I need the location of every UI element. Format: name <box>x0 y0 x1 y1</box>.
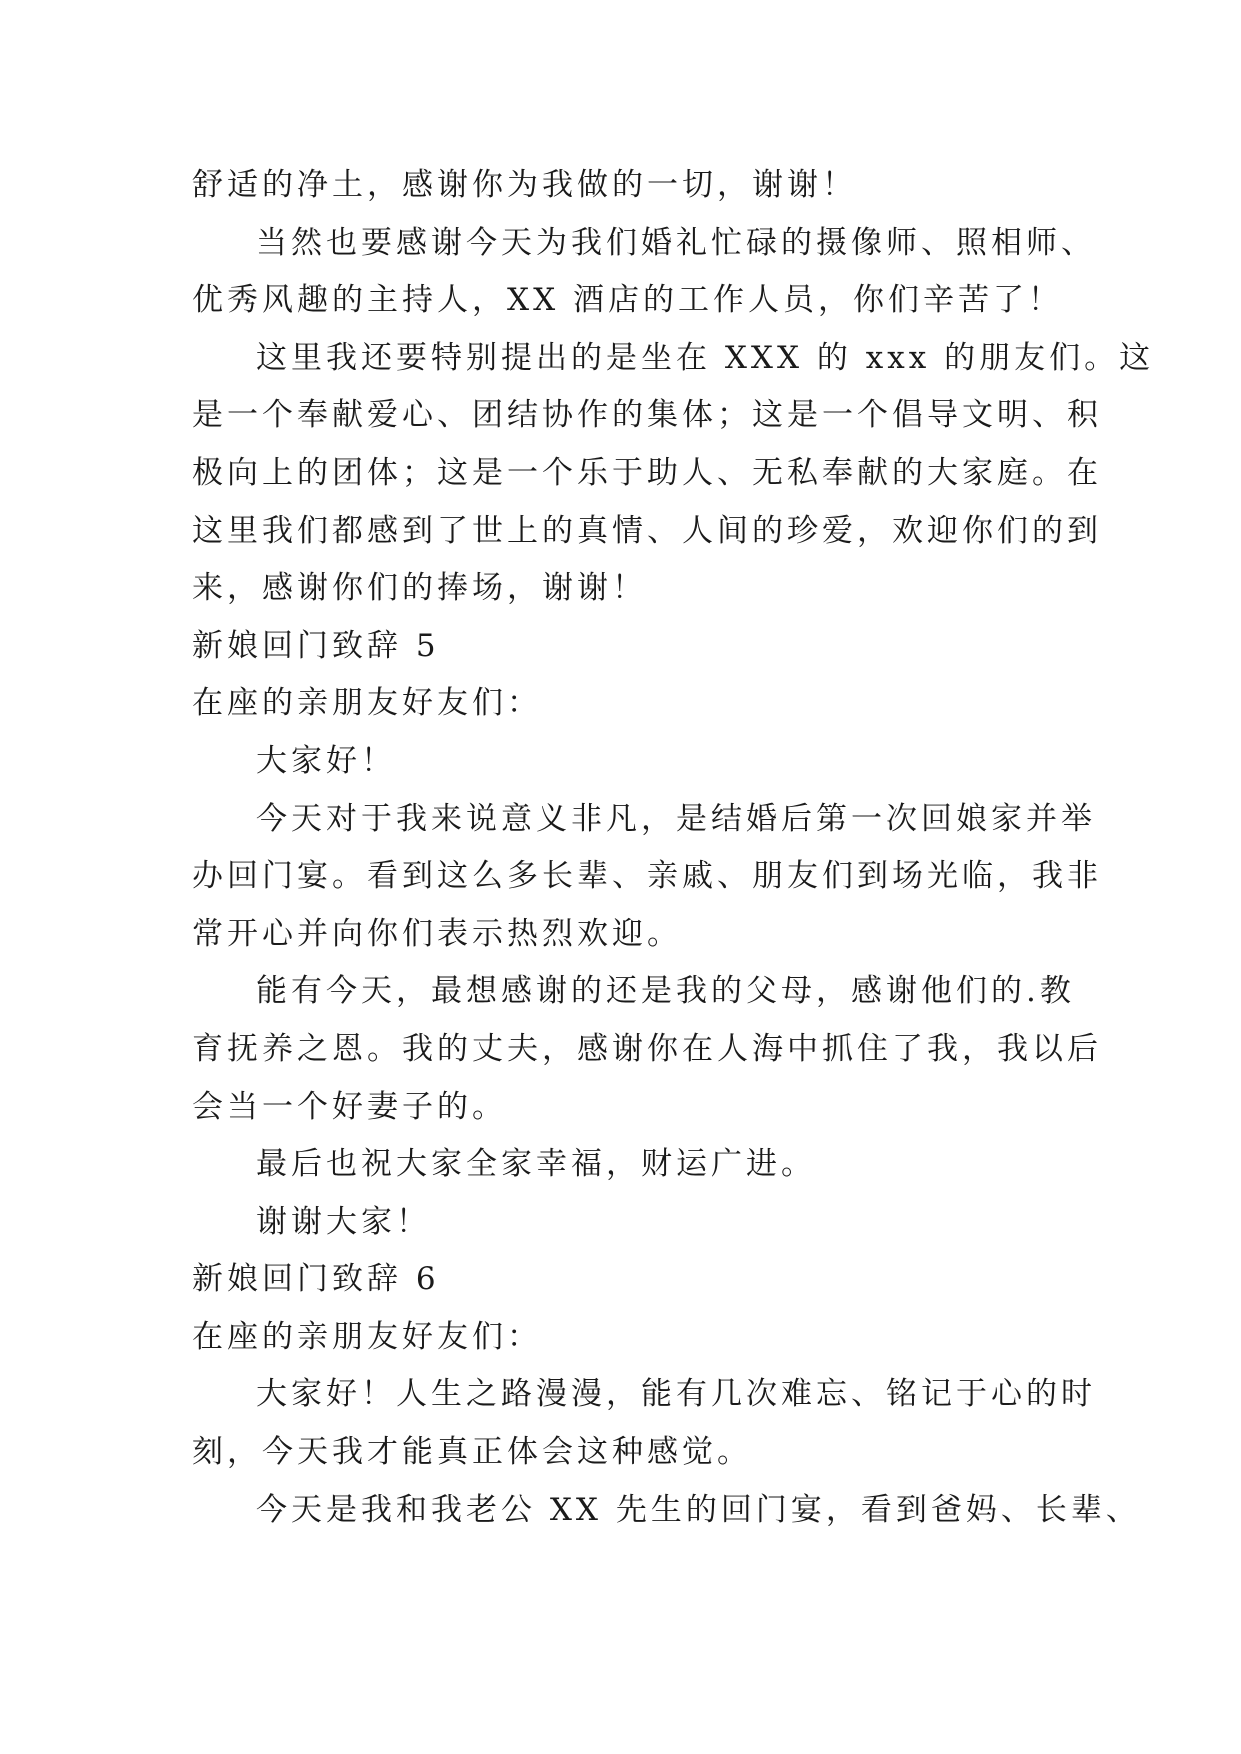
text-line: 大家好！人生之路漫漫，能有几次难忘、铭记于心的时 <box>256 1376 1096 1413</box>
text-line: 是一个奉献爱心、团结协作的集体；这是一个倡导文明、积 <box>192 397 1102 434</box>
text-line: 今天是我和我老公 XX 先生的回门宴，看到爸妈、长辈、 <box>256 1491 1141 1528</box>
text-line: 育抚养之恩。我的丈夫，感谢你在人海中抓住了我，我以后 <box>192 1030 1102 1067</box>
text-line: 谢谢大家！ <box>256 1203 431 1240</box>
section-heading: 新娘回门致辞 6 <box>192 1261 440 1298</box>
text-line: 优秀风趣的主持人，XX 酒店的工作人员，你们辛苦了！ <box>192 282 1063 319</box>
text-line: 办回门宴。看到这么多长辈、亲戚、朋友们到场光临，我非 <box>192 858 1102 895</box>
text-line: 今天对于我来说意义非凡，是结婚后第一次回娘家并举 <box>256 800 1096 837</box>
text-line: 大家好！ <box>256 742 396 779</box>
text-line: 这里我还要特别提出的是坐在 XXX 的 xxx 的朋友们。这 <box>256 339 1155 376</box>
text-line: 常开心并向你们表示热烈欢迎。 <box>192 915 682 952</box>
text-line: 在座的亲朋友好友们： <box>192 1318 542 1355</box>
text-line: 舒适的净土，感谢你为我做的一切，谢谢！ <box>192 167 857 203</box>
text-line: 极向上的团体；这是一个乐于助人、无私奉献的大家庭。在 <box>192 454 1102 491</box>
text-line: 当然也要感谢今天为我们婚礼忙碌的摄像师、照相师、 <box>256 224 1096 261</box>
text-line: 最后也祝大家全家幸福，财运广进。 <box>256 1146 816 1183</box>
text-line: 在座的亲朋友好友们： <box>192 685 542 722</box>
text-line: 会当一个好妻子的。 <box>192 1088 507 1125</box>
text-line: 刻，今天我才能真正体会这种感觉。 <box>192 1434 752 1471</box>
text-line: 能有今天，最想感谢的还是我的父母，感谢他们的.教 <box>256 973 1075 1010</box>
text-line: 这里我们都感到了世上的真情、人间的珍爱，欢迎你们的到 <box>192 512 1102 549</box>
section-heading: 新娘回门致辞 5 <box>192 627 440 664</box>
document-body <box>192 157 1155 1539</box>
text-line: 来，感谢你们的捧场，谢谢！ <box>192 570 647 607</box>
